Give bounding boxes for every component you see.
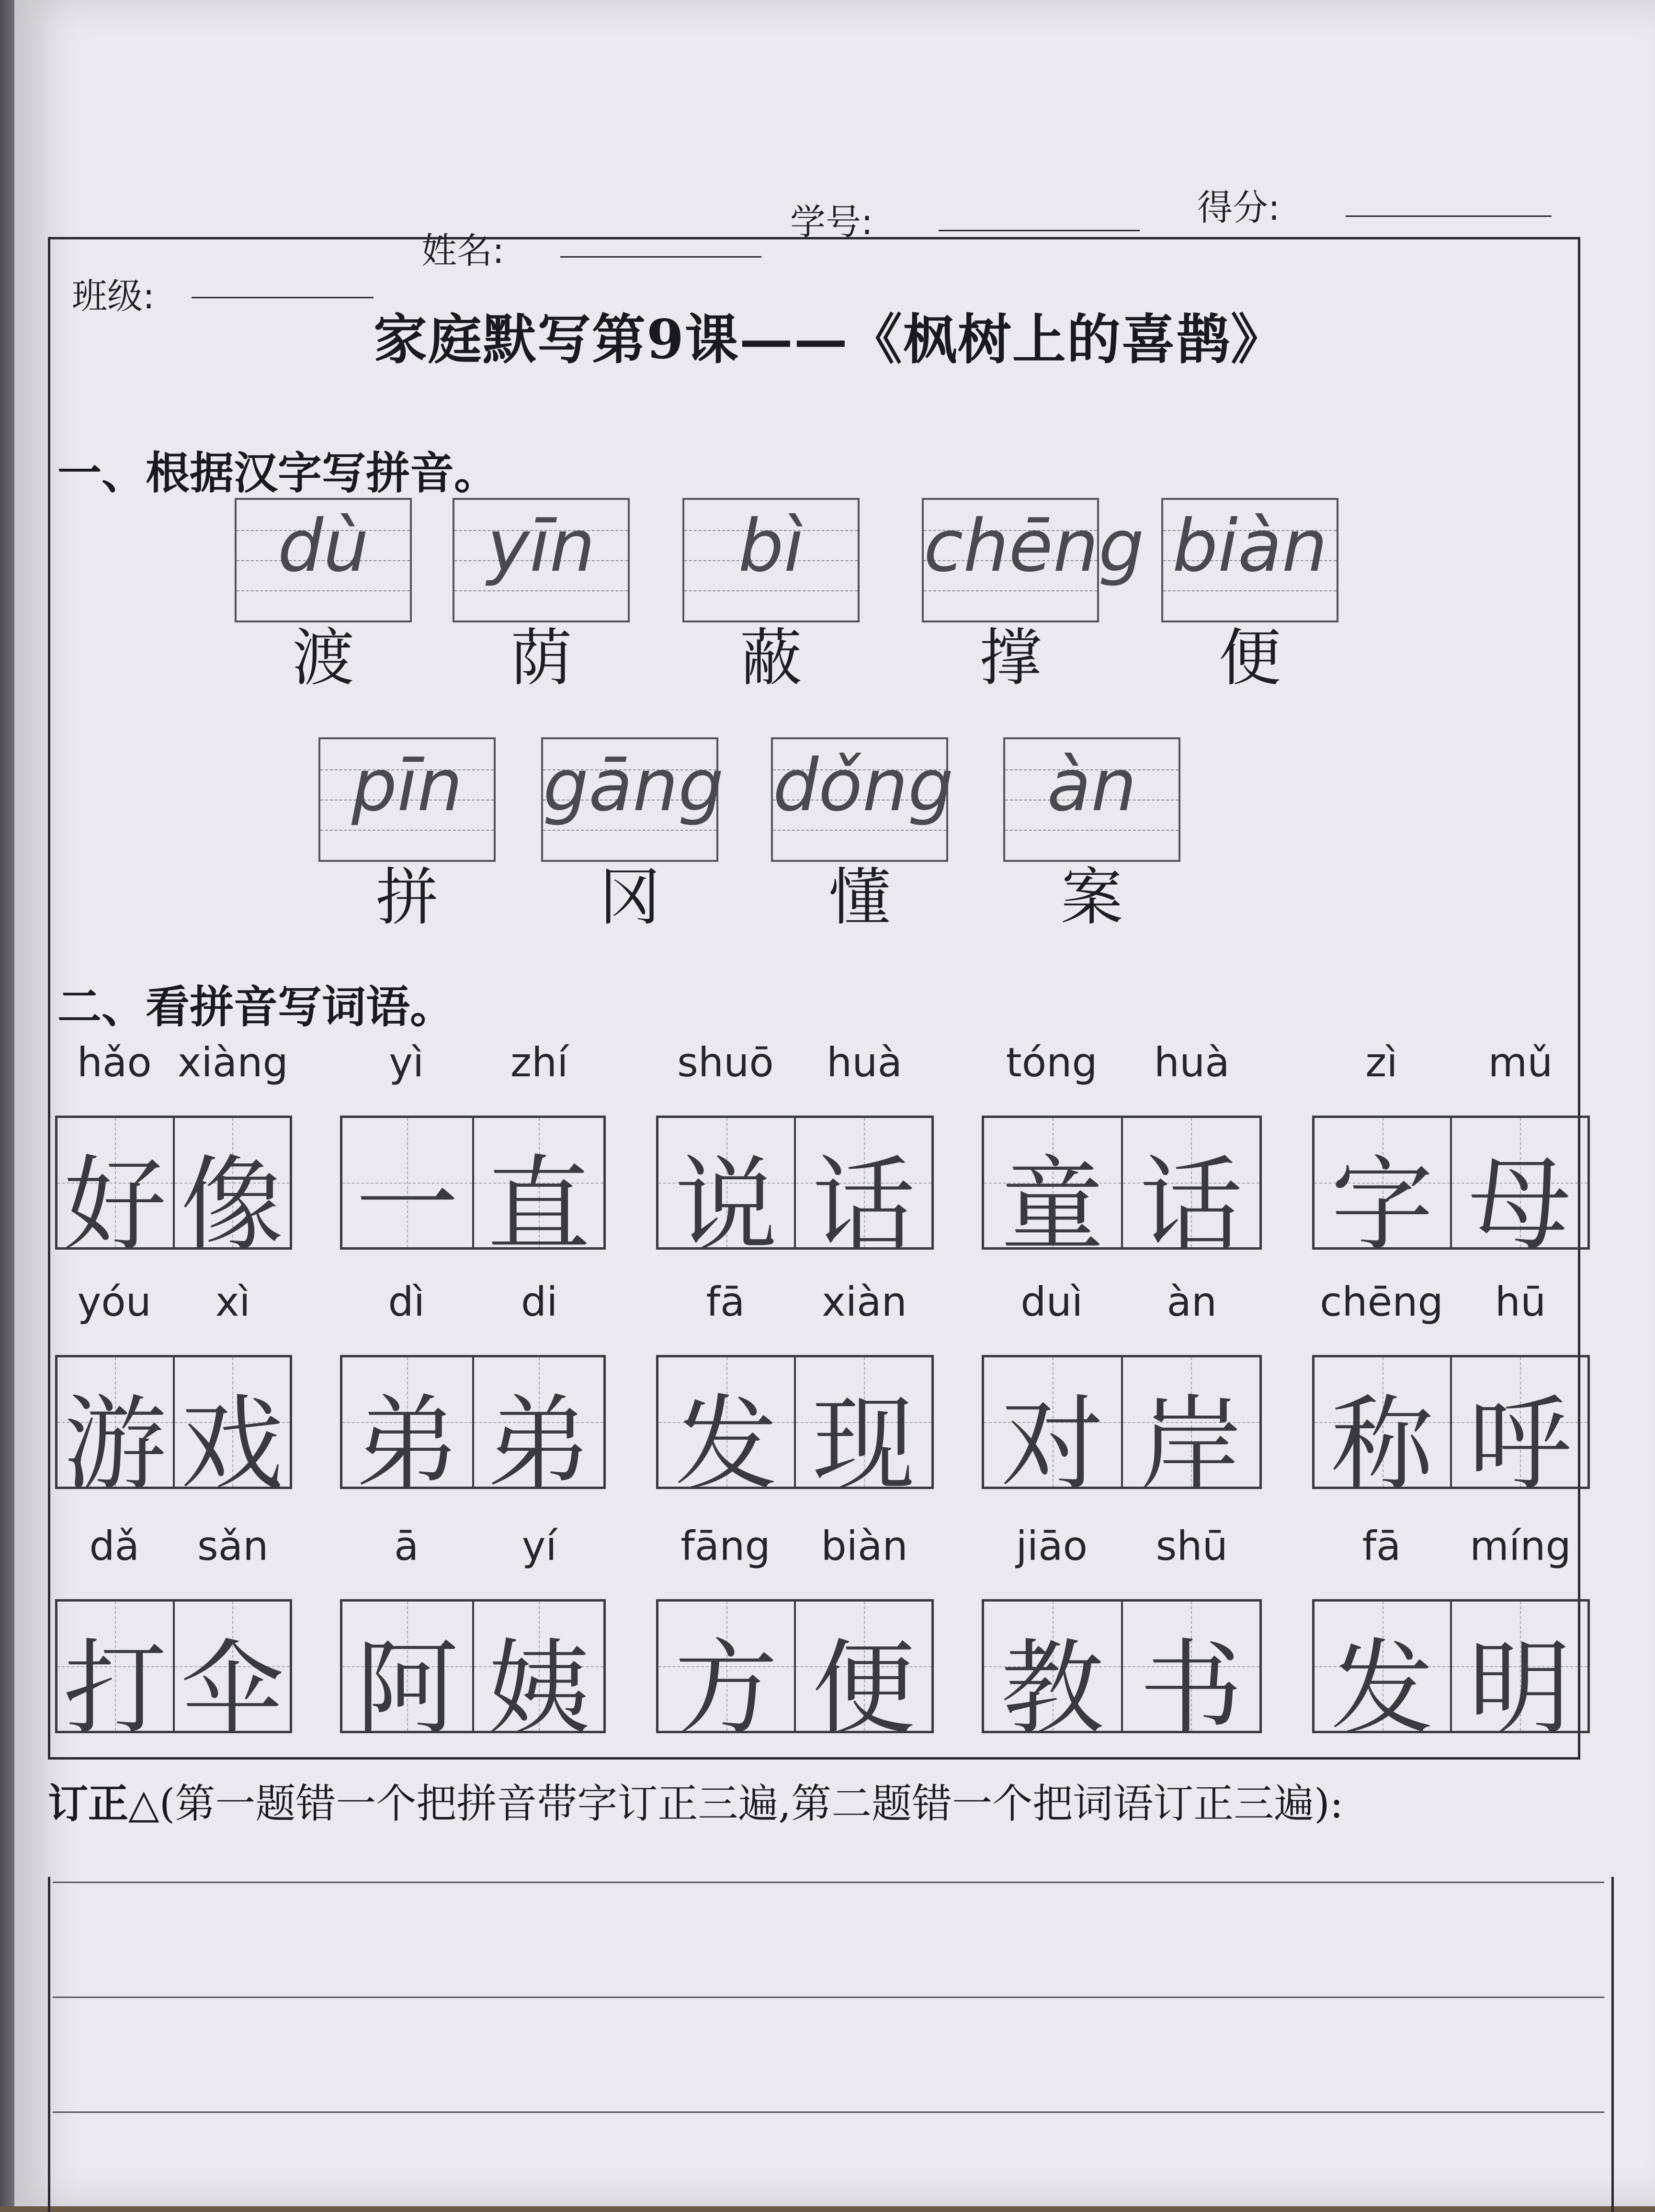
word-pinyin: yí	[521, 1523, 557, 1569]
correction-line	[53, 1997, 1604, 1998]
word-pinyin: huà	[1154, 1039, 1230, 1086]
pinyin-answer: dù	[277, 505, 369, 588]
word-pinyin: shuō	[677, 1039, 774, 1086]
pinyin-answer: biàn	[1172, 505, 1327, 588]
handwritten-char: 说	[675, 1145, 778, 1265]
tianzige-word-box[interactable]	[982, 1116, 1262, 1265]
handwritten-char: 伞	[181, 1628, 284, 1749]
pinyin-box[interactable]	[682, 498, 860, 622]
word-pinyin: fā	[1362, 1523, 1401, 1569]
correction-line	[53, 1882, 1604, 1883]
word-pinyin: zhí	[510, 1039, 568, 1086]
tianzige-cell[interactable]	[796, 1602, 931, 1749]
hanzi-prompt: 懂	[828, 861, 891, 934]
name-label: 姓名:	[421, 230, 504, 271]
student-id-label: 学号:	[790, 202, 873, 243]
handwritten-char: 现	[812, 1384, 915, 1504]
page-title: 家庭默写第9课——《枫树上的喜鹊》	[374, 308, 1285, 371]
word-pinyin: chēng	[1320, 1278, 1443, 1325]
tianzige-word-box[interactable]	[1312, 1355, 1590, 1504]
pinyin-box[interactable]	[1161, 498, 1338, 622]
word-pinyin: xì	[215, 1278, 250, 1325]
pinyin-box[interactable]	[453, 498, 630, 622]
pinyin-answer: chēng	[924, 505, 1145, 588]
section1-heading: 一、根据汉字写拼音。	[57, 447, 499, 499]
pinyin-answer: àn	[1047, 744, 1137, 827]
correction-label: 订正△	[48, 1780, 159, 1827]
section2-heading: 二、看拼音写词语。	[57, 981, 454, 1033]
handwritten-char: 像	[181, 1145, 284, 1265]
pinyin-box[interactable]	[1003, 737, 1180, 862]
handwritten-char: 书	[1139, 1628, 1243, 1749]
handwritten-char: 字	[1331, 1145, 1434, 1265]
word-pinyin: huà	[827, 1039, 902, 1086]
word-pinyin: fā	[706, 1278, 745, 1325]
tianzige-cell[interactable]	[984, 1357, 1123, 1504]
word-pinyin: hū	[1495, 1278, 1546, 1325]
tianzige-cell[interactable]	[658, 1602, 796, 1749]
hanzi-prompt: 渡	[292, 621, 354, 694]
tianzige-word-box[interactable]	[55, 1116, 292, 1265]
hanzi-prompt: 冈	[598, 861, 661, 934]
class-label: 班级:	[72, 276, 155, 317]
tianzige-cell[interactable]	[474, 1602, 604, 1749]
handwritten-char: 话	[1139, 1145, 1243, 1265]
tianzige-cell[interactable]	[342, 1602, 474, 1749]
handwritten-char: 好	[63, 1145, 167, 1265]
handwritten-char: 游	[63, 1384, 167, 1504]
hanzi-prompt: 案	[1060, 861, 1123, 934]
handwritten-char: 弟	[355, 1384, 459, 1504]
handwritten-char: 阿	[355, 1628, 459, 1749]
handwritten-char: 话	[812, 1145, 915, 1265]
tianzige-cell[interactable]	[796, 1118, 931, 1265]
tianzige-word-box[interactable]	[982, 1599, 1262, 1749]
word-pinyin: jiāo	[1016, 1523, 1088, 1569]
tianzige-cell[interactable]	[175, 1602, 290, 1749]
pinyin-box[interactable]	[541, 737, 724, 862]
tianzige-word-box[interactable]	[656, 1355, 934, 1504]
handwritten-char: 明	[1468, 1628, 1571, 1749]
score-field[interactable]	[1346, 215, 1552, 217]
handwritten-char: 发	[1331, 1628, 1434, 1749]
correction-instruction	[48, 1772, 1343, 1829]
word-pinyin: hǎo	[77, 1039, 152, 1086]
word-pinyin: tóng	[1006, 1039, 1098, 1086]
word-pinyin: dǎ	[89, 1523, 140, 1569]
hanzi-prompt: 荫	[510, 621, 572, 694]
word-pinyin: míng	[1470, 1523, 1571, 1569]
word-pinyin: duì	[1020, 1278, 1083, 1325]
tianzige-word-box[interactable]	[656, 1116, 934, 1265]
tianzige-word-box[interactable]	[55, 1355, 292, 1504]
tianzige-cell[interactable]	[1315, 1357, 1452, 1504]
word-pinyin: shū	[1156, 1523, 1228, 1569]
tianzige-word-box[interactable]	[1312, 1116, 1590, 1265]
pinyin-box[interactable]	[318, 737, 496, 862]
correction-note: (第一题错一个把拼音带字订正三遍,第二题错一个把词语订正三遍):	[159, 1780, 1344, 1827]
handwritten-char: 教	[1001, 1628, 1104, 1749]
tianzige-cell[interactable]	[1123, 1118, 1260, 1265]
tianzige-cell[interactable]	[1315, 1602, 1452, 1749]
tianzige-cell[interactable]	[474, 1118, 604, 1265]
tianzige-cell[interactable]	[1452, 1118, 1587, 1265]
tianzige-cell[interactable]	[57, 1602, 175, 1749]
handwritten-char: 称	[1331, 1384, 1434, 1504]
handwritten-char: 一	[355, 1145, 459, 1265]
tianzige-word-box[interactable]	[340, 1116, 606, 1265]
word-pinyin: fāng	[680, 1523, 771, 1569]
word-pinyin: xiàn	[822, 1278, 907, 1325]
hanzi-prompt: 便	[1218, 621, 1281, 694]
tianzige-cell[interactable]	[342, 1357, 474, 1504]
handwritten-char: 打	[63, 1628, 167, 1749]
correction-area[interactable]	[48, 1877, 1614, 2212]
word-pinyin: sǎn	[197, 1523, 269, 1569]
tianzige-cell[interactable]	[1123, 1602, 1260, 1749]
word-pinyin: zì	[1365, 1039, 1398, 1086]
tianzige-word-box[interactable]	[656, 1599, 934, 1749]
handwritten-char: 戏	[181, 1384, 284, 1504]
pinyin-answer: pīn	[351, 744, 463, 827]
word-pinyin: mǔ	[1488, 1039, 1553, 1086]
pinyin-box[interactable]	[771, 737, 954, 862]
word-pinyin: di	[521, 1278, 558, 1325]
word-pinyin: ā	[394, 1523, 419, 1569]
word-pinyin: àn	[1167, 1278, 1217, 1325]
word-pinyin: xiàng	[177, 1039, 288, 1086]
tianzige-word-box[interactable]	[340, 1599, 606, 1749]
word-pinyin: dì	[388, 1278, 425, 1325]
tianzige-word-box[interactable]	[340, 1355, 606, 1504]
pinyin-answer: bì	[738, 505, 804, 588]
tianzige-cell[interactable]	[658, 1357, 796, 1504]
hanzi-prompt: 蔽	[739, 621, 802, 694]
tianzige-cell[interactable]	[1452, 1357, 1587, 1504]
word-pinyin: yì	[389, 1039, 424, 1086]
tianzige-cell[interactable]	[1315, 1118, 1452, 1265]
word-pinyin: yóu	[77, 1278, 151, 1325]
student-id-field[interactable]	[939, 230, 1140, 231]
tianzige-cell[interactable]	[474, 1357, 604, 1504]
hanzi-prompt: 拼	[375, 861, 438, 934]
handwritten-char: 方	[675, 1628, 778, 1749]
handwritten-char: 弟	[487, 1384, 590, 1504]
tianzige-cell[interactable]	[796, 1357, 931, 1504]
handwritten-char: 童	[1001, 1145, 1104, 1265]
pinyin-answer: gāng	[543, 744, 724, 827]
tianzige-cell[interactable]	[1123, 1357, 1260, 1504]
pinyin-box[interactable]	[235, 498, 412, 622]
tianzige-cell[interactable]	[1452, 1602, 1587, 1749]
tianzige-cell[interactable]	[57, 1118, 175, 1265]
tianzige-word-box[interactable]	[55, 1599, 292, 1749]
handwritten-char: 姨	[487, 1628, 590, 1749]
tianzige-cell[interactable]	[658, 1118, 796, 1265]
tianzige-word-box[interactable]	[982, 1355, 1262, 1504]
pinyin-box[interactable]	[922, 498, 1145, 622]
tianzige-cell[interactable]	[984, 1118, 1123, 1265]
handwritten-char: 岸	[1139, 1384, 1243, 1504]
pinyin-answer: dǒng	[773, 744, 954, 827]
word-pinyin: biàn	[821, 1523, 908, 1569]
score-label: 得分:	[1197, 187, 1280, 228]
handwritten-char: 直	[487, 1145, 590, 1265]
tianzige-cell[interactable]	[175, 1118, 290, 1265]
tianzige-cell[interactable]	[984, 1602, 1123, 1749]
tianzige-cell[interactable]	[57, 1357, 175, 1504]
handwritten-char: 呼	[1468, 1384, 1571, 1504]
handwritten-char: 发	[675, 1384, 778, 1504]
hanzi-prompt: 撑	[979, 621, 1042, 694]
tianzige-cell[interactable]	[175, 1357, 290, 1504]
tianzige-word-box[interactable]	[1312, 1599, 1590, 1749]
correction-line	[53, 2111, 1604, 2113]
handwritten-char: 母	[1468, 1145, 1571, 1265]
handwritten-char: 对	[1001, 1384, 1104, 1504]
handwritten-char: 便	[812, 1628, 915, 1749]
tianzige-cell[interactable]	[342, 1118, 474, 1265]
pinyin-answer: yīn	[487, 505, 595, 588]
